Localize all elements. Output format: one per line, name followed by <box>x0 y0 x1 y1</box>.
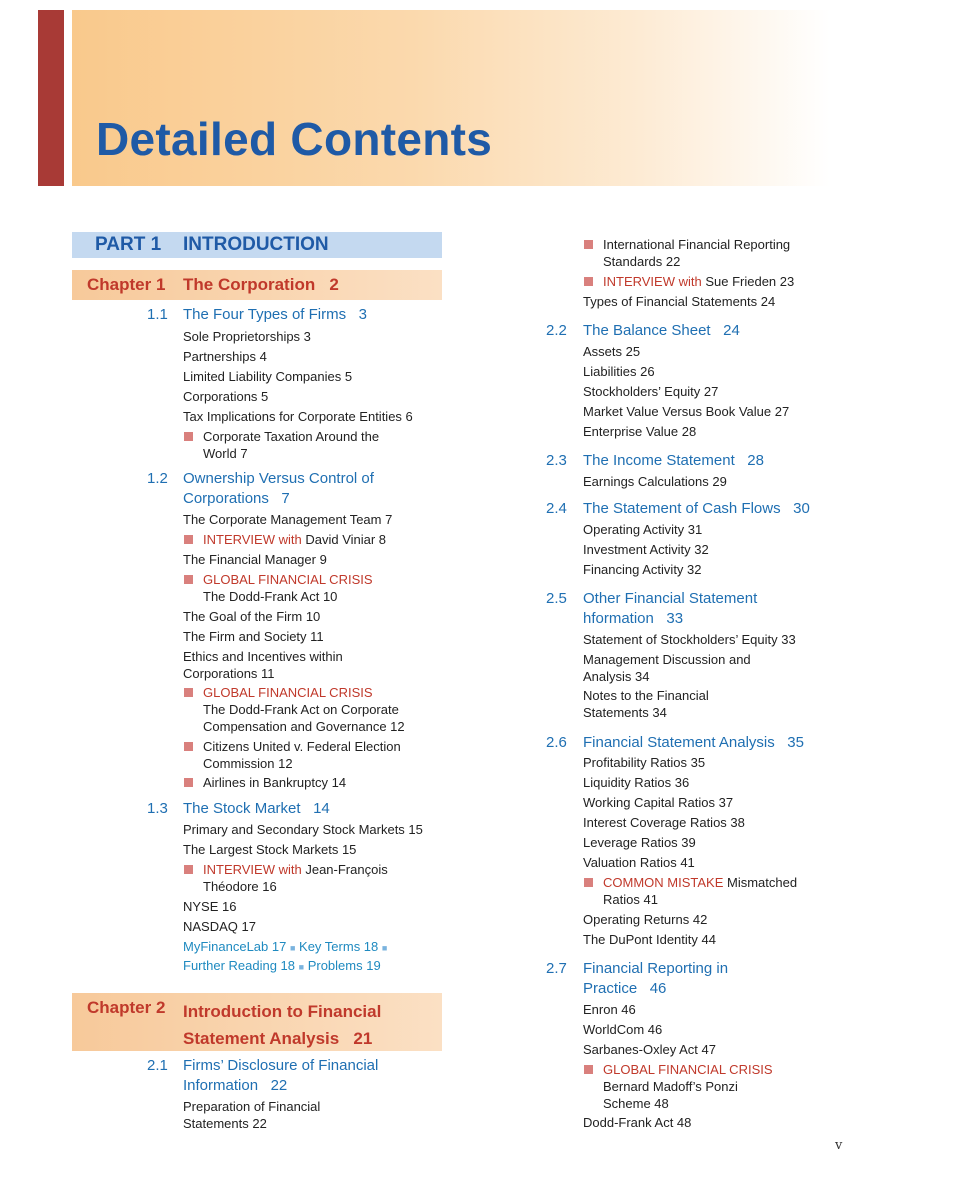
chapter1-title[interactable]: The Corporation 2 <box>183 275 339 294</box>
link-myfinancelab[interactable]: MyFinanceLab 17 <box>183 939 287 954</box>
section-2-4-number: 2.4 <box>546 500 567 517</box>
square-bullet-icon <box>184 432 193 441</box>
toc-entry-gfc-dodd-frank[interactable]: GLOBAL FINANCIAL CRISIS The Dodd-Frank Act 10 <box>203 572 373 604</box>
toc-entry-common-mistake[interactable]: COMMON MISTAKE Mismatched Ratios 41 <box>603 875 798 907</box>
toc-entry-enron[interactable]: Enron 46 <box>583 1002 636 1017</box>
title-accent-bar <box>38 10 64 186</box>
toc-entry-mda[interactable]: Management Discussion and Analysis 34 <box>583 652 751 684</box>
toc-entry-stockholders-equity[interactable]: Stockholders’ Equity 27 <box>583 384 719 399</box>
square-bullet-icon <box>184 742 193 751</box>
toc-entry-gfc-compensation[interactable]: GLOBAL FINANCIAL CRISIS The Dodd-Frank Act on Corporate Compensation and Governance 12 <box>203 685 405 734</box>
end-of-chapter-links-row-1 <box>183 939 387 954</box>
square-bullet-icon <box>184 865 193 874</box>
section-2-1-number: 2.1 <box>147 1057 168 1074</box>
section-1-1-title[interactable]: The Four Types of Firms 3 <box>183 306 367 323</box>
toc-entry-interview-viniar[interactable]: INTERVIEW with David Viniar 8 <box>203 532 387 547</box>
section-2-7-number: 2.7 <box>546 960 567 977</box>
toc-entry-valuation[interactable]: Valuation Ratios 41 <box>583 855 695 870</box>
toc-entry-types-of-statements[interactable]: Types of Financial Statements 24 <box>583 294 776 309</box>
toc-entry-citizens-united[interactable]: Citizens United v. Federal Election Commission 12 <box>203 739 401 771</box>
section-2-6-title[interactable]: Financial Statement Analysis 35 <box>583 734 804 751</box>
toc-entry-partnerships[interactable]: Partnerships 4 <box>183 349 267 364</box>
toc-entry-notes[interactable]: Notes to the Financial Statements 34 <box>583 688 709 720</box>
section-1-2-title[interactable]: Ownership Versus Control of Corporations 7 <box>183 470 374 507</box>
toc-entry-gfc-madoff[interactable]: GLOBAL FINANCIAL CRISIS Bernard Madoff’s Ponzi Scheme 48 <box>603 1062 773 1111</box>
page-title: Detailed Contents <box>96 113 493 165</box>
link-problems[interactable]: Problems 19 <box>307 958 381 973</box>
toc-entry-assets[interactable]: Assets 25 <box>583 344 641 359</box>
section-2-1-title[interactable]: Firms’ Disclosure of Financial Information 22 <box>183 1057 379 1094</box>
toc-entry-ifrs[interactable]: International Financial Reporting Standards 22 <box>603 237 791 269</box>
toc-entry-working-capital[interactable]: Working Capital Ratios 37 <box>583 795 734 810</box>
toc-entry-primary-secondary[interactable]: Primary and Secondary Stock Markets 15 <box>183 822 423 837</box>
toc-entry-liquidity[interactable]: Liquidity Ratios 36 <box>583 775 690 790</box>
link-further-reading[interactable]: Further Reading 18 <box>183 958 296 973</box>
square-bullet-icon <box>184 688 193 697</box>
square-bullet-icon <box>584 277 593 286</box>
toc-entry-profitability[interactable]: Profitability Ratios 35 <box>583 755 706 770</box>
toc-entry-financing[interactable]: Financing Activity 32 <box>583 562 702 577</box>
toc-entry-firm-and-society[interactable]: The Firm and Society 11 <box>183 629 324 644</box>
section-1-3-number: 1.3 <box>147 800 168 817</box>
toc-entry-llc[interactable]: Limited Liability Companies 5 <box>183 369 353 384</box>
toc-entry-sole-proprietorships[interactable]: Sole Proprietorships 3 <box>183 329 311 344</box>
toc-entry-airlines[interactable]: Airlines in Bankruptcy 14 <box>203 775 347 790</box>
section-1-1-number: 1.1 <box>147 306 168 323</box>
toc-entry-worldcom[interactable]: WorldCom 46 <box>583 1022 663 1037</box>
toc-entry-goal-of-firm[interactable]: The Goal of the Firm 10 <box>183 609 321 624</box>
toc-entry-earnings[interactable]: Earnings Calculations 29 <box>583 474 727 489</box>
toc-entry-market-vs-book[interactable]: Market Value Versus Book Value 27 <box>583 404 790 419</box>
chapter2-title[interactable]: Introduction to Financial Statement Analysis 21 <box>183 1002 382 1048</box>
toc-entry-interview-frieden[interactable]: INTERVIEW with Sue Frieden 23 <box>603 274 795 289</box>
toc-entry-investment[interactable]: Investment Activity 32 <box>583 542 709 557</box>
square-bullet-icon <box>184 535 193 544</box>
toc-entry-leverage[interactable]: Leverage Ratios 39 <box>583 835 696 850</box>
toc-entry-sse[interactable]: Statement of Stockholders’ Equity 33 <box>583 632 796 647</box>
section-2-3-number: 2.3 <box>546 452 567 469</box>
toc-entry-interview-theodore[interactable]: INTERVIEW with Jean-François Théodore 16 <box>203 862 388 894</box>
chapter1-label: Chapter 1 <box>87 275 166 294</box>
toc-entry-corporate-taxation[interactable]: Corporate Taxation Around the World 7 <box>203 429 380 461</box>
square-bullet-icon <box>584 878 593 887</box>
square-bullet-icon <box>584 240 593 249</box>
section-1-2-number: 1.2 <box>147 470 168 487</box>
link-key-terms[interactable]: Key Terms 18 <box>299 939 379 954</box>
toc-entry-dodd-frank-act[interactable]: Dodd-Frank Act 48 <box>583 1115 692 1130</box>
section-2-5-title[interactable]: Other Financial Statement hformation 33 <box>583 590 758 627</box>
square-bullet-icon <box>184 575 193 584</box>
section-2-5-number: 2.5 <box>546 590 567 607</box>
square-bullet-icon <box>184 778 193 787</box>
toc-entry-corporations[interactable]: Corporations 5 <box>183 389 269 404</box>
toc-entry-operating[interactable]: Operating Activity 31 <box>583 522 703 537</box>
toc-entry-largest-markets[interactable]: The Largest Stock Markets 15 <box>183 842 357 857</box>
bullet-icon: ■ <box>381 943 388 953</box>
chapter2-label: Chapter 2 <box>87 998 166 1017</box>
section-2-6-number: 2.6 <box>546 734 567 751</box>
end-of-chapter-links-row-2 <box>183 958 381 973</box>
toc-entry-preparation[interactable]: Preparation of Financial Statements 22 <box>183 1099 321 1131</box>
section-2-4-title[interactable]: The Statement of Cash Flows 30 <box>583 500 810 517</box>
section-2-2-title[interactable]: The Balance Sheet 24 <box>583 322 740 339</box>
toc-entry-operating-returns[interactable]: Operating Returns 42 <box>583 912 708 927</box>
section-1-3-title[interactable]: The Stock Market 14 <box>183 800 330 817</box>
toc-entry-ethics[interactable]: Ethics and Incentives within Corporations 11 <box>183 649 343 681</box>
section-2-3-title[interactable]: The Income Statement 28 <box>583 452 764 469</box>
toc-entry-management-team[interactable]: The Corporate Management Team 7 <box>183 512 393 527</box>
part-label: PART 1 <box>95 234 162 255</box>
section-2-2-number: 2.2 <box>546 322 567 339</box>
toc-entry-sox[interactable]: Sarbanes-Oxley Act 47 <box>583 1042 716 1057</box>
toc-entry-dupont[interactable]: The DuPont Identity 44 <box>583 932 716 947</box>
bullet-icon: ■ <box>289 943 296 953</box>
toc-entry-financial-manager[interactable]: The Financial Manager 9 <box>183 552 327 567</box>
part-title: INTRODUCTION <box>183 234 329 255</box>
toc-entry-enterprise-value[interactable]: Enterprise Value 28 <box>583 424 697 439</box>
toc-entry-nasdaq[interactable]: NASDAQ 17 <box>183 919 256 934</box>
bullet-icon: ■ <box>298 962 305 972</box>
page-number: v <box>835 1138 843 1153</box>
section-2-7-title[interactable]: Financial Reporting in Practice 46 <box>583 960 729 997</box>
toc-entry-interest-coverage[interactable]: Interest Coverage Ratios 38 <box>583 815 745 830</box>
toc-entry-nyse[interactable]: NYSE 16 <box>183 899 237 914</box>
toc-entry-liabilities[interactable]: Liabilities 26 <box>583 364 655 379</box>
square-bullet-icon <box>584 1065 593 1074</box>
toc-entry-tax-implications[interactable]: Tax Implications for Corporate Entities 6 <box>183 409 413 424</box>
